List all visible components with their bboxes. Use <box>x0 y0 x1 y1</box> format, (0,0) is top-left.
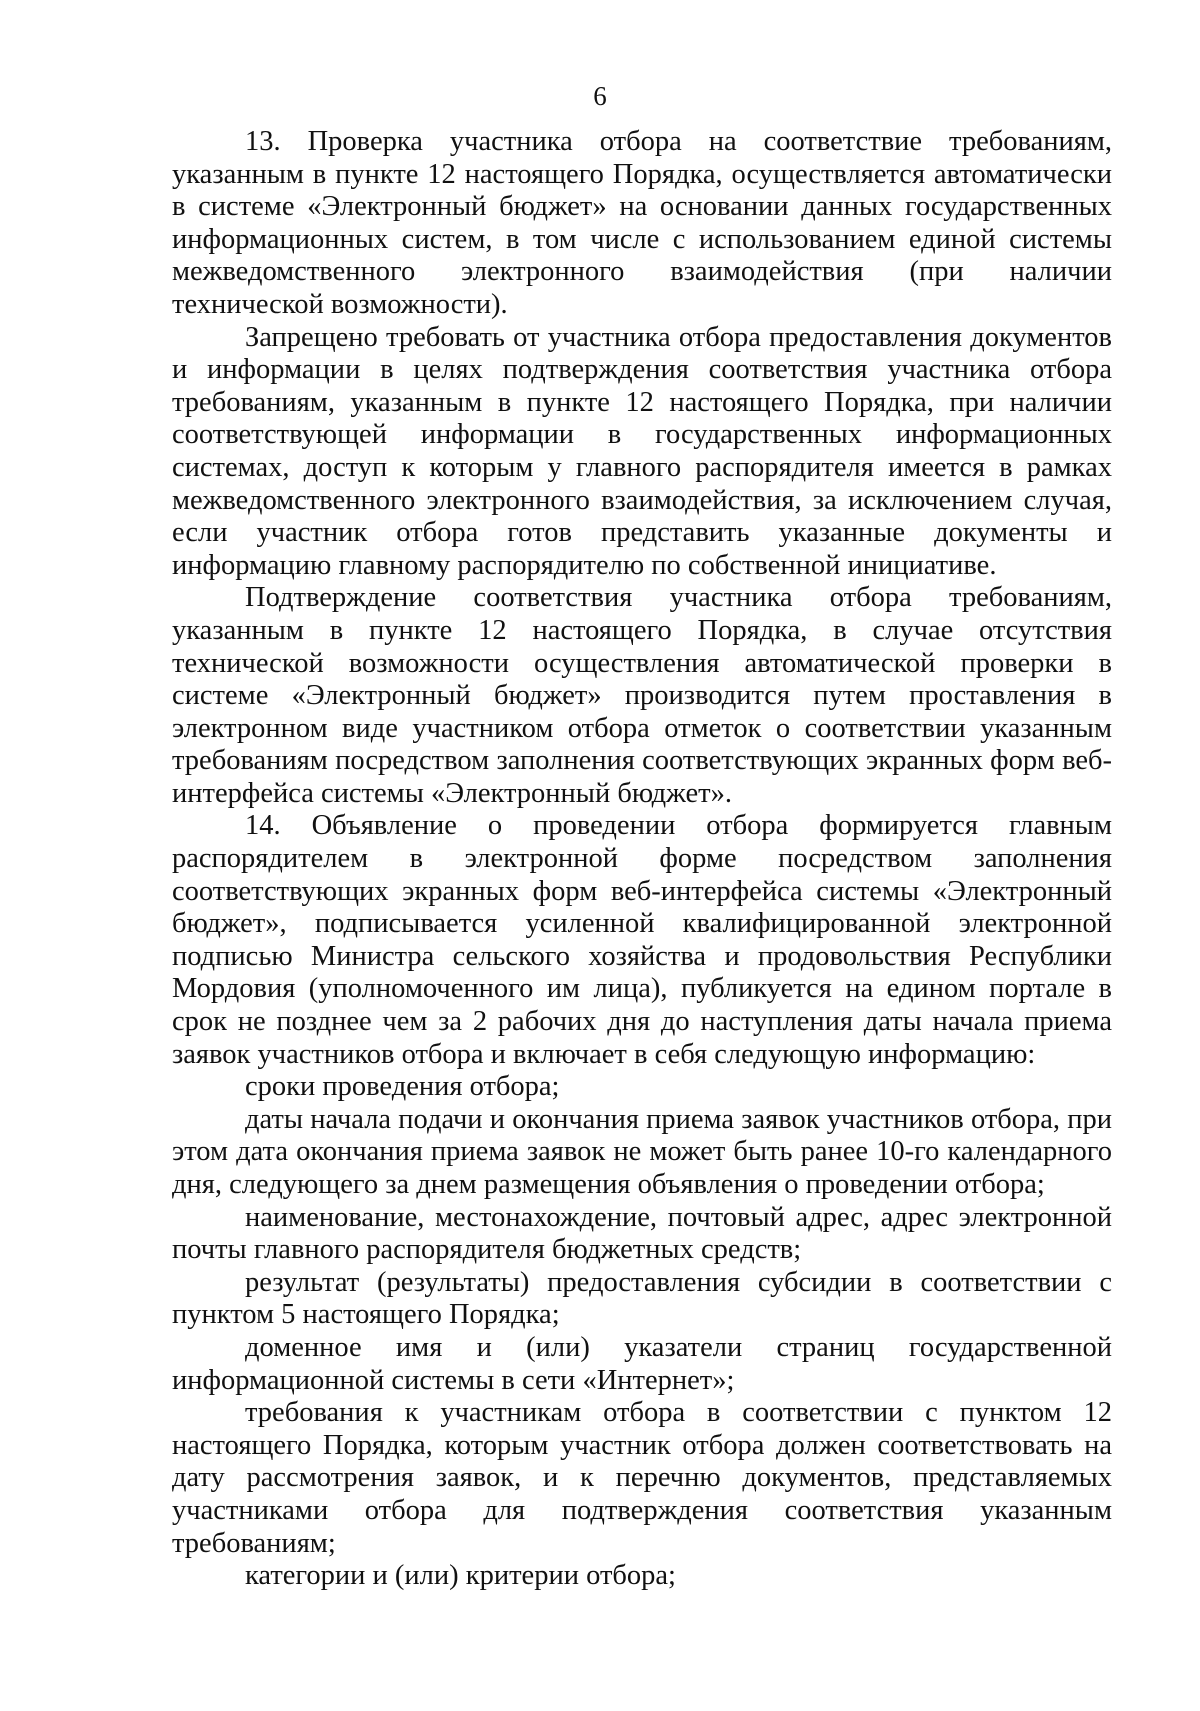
list-item: сроки проведения отбора; <box>245 1071 560 1103</box>
page-number: 6 <box>593 81 607 111</box>
paragraph-confirmation: Подтверждение соответствия участника отбора требованиям, указанным в пункте 12 настоящего Порядка, в случае отсутствия технической возможности осуществления автоматической проверки в системе «Электронный бюджет» производится путем проставления в электронном виде участником отбора отметок о соответствии указанным требованиям посредством заполнения соответствующих экранных форм веб-интерфейса системы «Электронный бюджет». <box>172 582 1112 809</box>
list-item: результат (результаты) предоставления субсидии в соответствии с пунктом 5 настоящего Порядка; <box>172 1266 1112 1331</box>
paragraph-prohibition: Запрещено требовать от участника отбора предоставления документов и информации в целях подтверждения соответствия участника отбора требованиям, указанным в пункте 12 настоящего Порядка, при наличии соответствующей информации в государственных информационных системах, доступ к которым у главного распорядителя имеется в рамках межведомственного электронного взаимодействия, за исключением случая, если участник отбора готов представить указанные документы и информацию главному распорядителю по собственной инициативе. <box>172 321 1112 581</box>
paragraph-13-verification: 13. Проверка участника отбора на соответствие требованиям, указанным в пункте 12 настоящего Порядка, осуществляется автоматически в системе «Электронный бюджет» на основании данных государственных информационных систем, в том числе с использованием единой системы межведомственного электронного взаимодействия (при наличии технической возможности). <box>172 126 1112 320</box>
list-item: требования к участникам отбора в соответствии с пунктом 12 настоящего Порядка, которым участник отбора должен соответствовать на дату рассмотрения заявок, и к перечню документов, представляемых участниками отбора для подтверждения соответствия указанным требованиям; <box>172 1397 1112 1559</box>
paragraph-14-announcement: 14. Объявление о проведении отбора формируется главным распорядителем в электронной форме посредством заполнения соответствующих экранных форм веб-интерфейса системы «Электронный бюджет», подписывается усиленной квалифицированной электронной подписью Министра сельского хозяйства и продовольствия Республики Мордовия (уполномоченного им лица), публикуется на едином портале в срок не позднее чем за 2 рабочих дня до наступления даты начала приема заявок участников отбора и включает в себя следующую информацию: <box>172 810 1112 1070</box>
list-item: даты начала подачи и окончания приема заявок участников отбора, при этом дата окончания приема заявок не может быть ранее 10-го календарного дня, следующего за днем размещения объявления о проведении отбора; <box>172 1103 1112 1200</box>
list-item: доменное имя и (или) указатели страниц государственной информационной системы в сети «Интернет»; <box>172 1331 1112 1396</box>
document-body <box>172 126 1112 1593</box>
list-item: наименование, местонахождение, почтовый адрес, адрес электронной почты главного распорядителя бюджетных средств; <box>172 1201 1112 1266</box>
list-item: категории и (или) критерии отбора; <box>245 1560 676 1592</box>
